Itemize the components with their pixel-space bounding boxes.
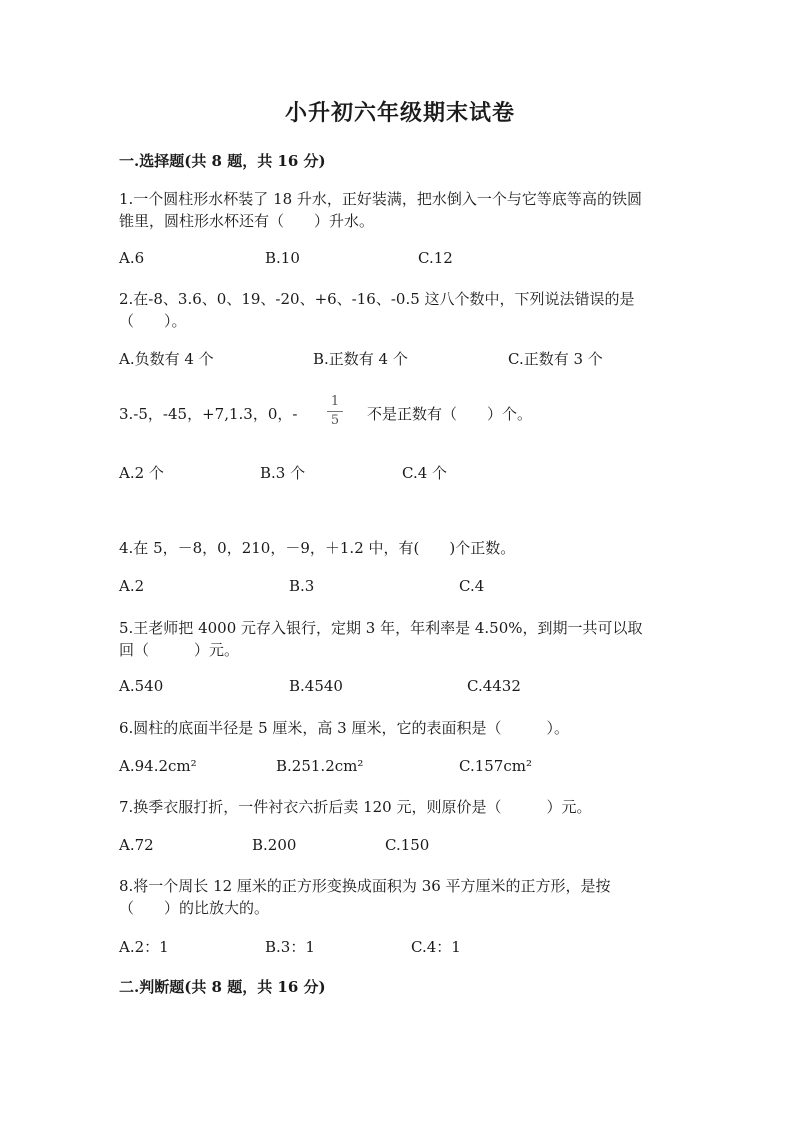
question-2-line-1: 2.在-8、3.6、0、19、-20、+6、-16、-0.5 这八个数中，下列说法错误的是 <box>119 290 635 308</box>
question-8-line-1: 8.将一个周长 12 厘米的正方形变换成面积为 36 平方厘米的正方形，是按 <box>119 877 611 895</box>
question-4-line-1: 4.在 5，－8，0，210，－9，＋1.2 中，有( )个正数。 <box>119 539 516 557</box>
question-3-text-before: 3.-5，-45，+7,1.3，0，- <box>119 405 298 423</box>
question-4-option-c: C.4 <box>459 577 485 595</box>
question-3-text-after: 不是正数有（ ）个。 <box>367 405 533 423</box>
section-heading-choice: 一.选择题(共 8 题，共 16 分) <box>119 152 326 170</box>
question-2-line-2: （ ）。 <box>119 312 187 330</box>
question-8-option-c: C.4：1 <box>411 938 461 956</box>
question-7-option-c: C.150 <box>385 836 430 854</box>
question-2-option-c: C.正数有 3 个 <box>508 350 603 368</box>
question-2-option-a: A.负数有 4 个 <box>119 350 214 368</box>
question-2-option-b: B.正数有 4 个 <box>313 350 408 368</box>
question-6-option-b: B.251.2cm² <box>276 757 364 775</box>
question-5-option-a: A.540 <box>119 677 164 695</box>
question-1-line-2: 锥里，圆柱形水杯还有（ ）升水。 <box>119 212 375 230</box>
question-5-option-c: C.4432 <box>467 677 521 695</box>
question-8-line-2: （ ）的比放大的。 <box>119 899 270 917</box>
question-4-option-a: A.2 <box>119 577 145 595</box>
fraction-numerator: 1 <box>330 394 340 409</box>
fraction-denominator: 5 <box>330 413 340 428</box>
question-3-option-c: C.4 个 <box>402 464 448 482</box>
question-3-fraction <box>327 394 343 429</box>
question-4-option-b: B.3 <box>289 577 315 595</box>
question-5-line-1: 5.王老师把 4000 元存入银行，定期 3 年，年利率是 4.50%，到期一共可以取 <box>119 619 643 637</box>
question-7-option-b: B.200 <box>252 836 297 854</box>
question-7-option-a: A.72 <box>119 836 154 854</box>
question-8-option-a: A.2：1 <box>119 938 169 956</box>
question-1-option-b: B.10 <box>265 249 300 267</box>
page-title: 小升初六年级期末试卷 <box>284 100 515 126</box>
question-8-option-b: B.3：1 <box>265 938 315 956</box>
fraction-bar <box>327 411 343 412</box>
question-5-option-b: B.4540 <box>289 677 343 695</box>
question-3-option-a: A.2 个 <box>119 464 164 482</box>
question-5-line-2: 回（ ）元。 <box>119 641 240 659</box>
question-6-line-1: 6.圆柱的底面半径是 5 厘米，高 3 厘米，它的表面积是（ ）。 <box>119 719 569 737</box>
question-1-option-a: A.6 <box>119 249 145 267</box>
question-6-option-a: A.94.2cm² <box>119 757 197 775</box>
question-1-option-c: C.12 <box>418 249 453 267</box>
question-1-line-1: 1.一个圆柱形水杯装了 18 升水，正好装满，把水倒入一个与它等底等高的铁圆 <box>119 190 642 208</box>
question-6-option-c: C.157cm² <box>459 757 532 775</box>
question-3-option-b: B.3 个 <box>260 464 306 482</box>
question-7-line-1: 7.换季衣服打折，一件衬衣六折后卖 120 元，则原价是（ ）元。 <box>119 798 592 816</box>
section-heading-judgement: 二.判断题(共 8 题，共 16 分) <box>119 978 326 996</box>
